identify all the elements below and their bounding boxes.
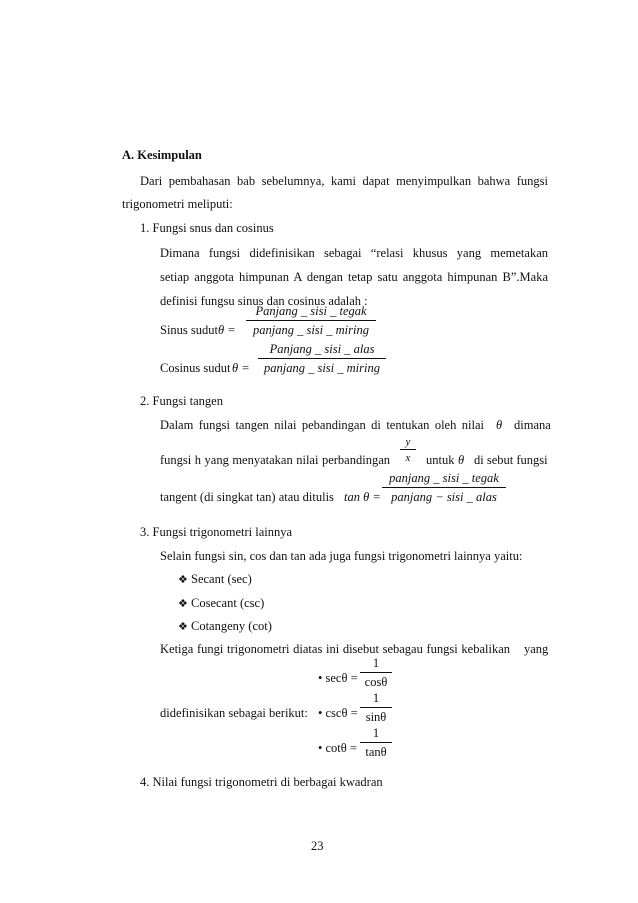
item-3-line-2b: yang (524, 642, 549, 656)
intro-line-2: trigonometri meliputi: (122, 197, 233, 211)
bullet-item-cosecant (178, 596, 264, 611)
cos-label: Cosinus sudut (160, 361, 231, 375)
item-2-line-1a: Dalam fungsi tangen nilai pebandingan di tentukan oleh nilai (160, 418, 484, 432)
sec-fraction-bar (360, 672, 392, 673)
sec-fraction (360, 656, 392, 690)
sin-label: Sinus sudut (160, 323, 219, 337)
item-2-line-2a: fungsi h yang menyatakan nilai perbandingan (160, 453, 390, 467)
item-2-line-3a: tangent (di singkat tan) atau ditulis (160, 490, 334, 504)
cot-fraction (360, 726, 392, 760)
tan-fraction-bar (382, 487, 506, 488)
sec-numerator: 1 (372, 656, 380, 670)
x-denominator: x (405, 452, 411, 464)
item-1-label: 1. Fungsi snus dan cosinus (140, 221, 274, 235)
cos-fraction (258, 342, 386, 376)
csc-fraction-bar (360, 707, 392, 708)
csc-numerator: 1 (372, 691, 380, 705)
tan-lhs: tan θ = (344, 490, 381, 504)
item-2-label: 2. Fungsi tangen (140, 394, 223, 408)
csc-denominator: sinθ (365, 710, 387, 724)
item-1-line-3: definisi fungsu sinus dan cosinus adalah : (160, 294, 368, 308)
page-number: 23 (311, 839, 324, 853)
item-3-line-2a: Ketiga fungi trigonometri diatas ini disebut sebagau fungsi kebalikan (160, 642, 510, 656)
sin-fraction-bar (246, 320, 376, 321)
item-4-label: 4. Nilai fungsi trigonometri di berbagai kwadran (140, 775, 383, 789)
diamond-bullet-icon: ❖ (178, 598, 188, 610)
sin-numerator: Panjang _ sisi _ tegak (255, 304, 367, 318)
cos-fraction-bar (258, 358, 386, 359)
cot-fraction-bar (360, 742, 392, 743)
cos-numerator: Panjang _ sisi _ alas (269, 342, 375, 356)
item-3-line-1: Selain fungsi sin, cos dan tan ada juga fungsi trigonometri lainnya yaitu: (160, 549, 523, 563)
item-1-line-1: Dimana fungsi didefinisikan sebagai “relasi khusus yang memetakan (160, 246, 548, 260)
intro-line-1: Dari pembahasan bab sebelumnya, kami dapat menyimpulkan bahwa fungsi (140, 174, 548, 188)
sin-denominator: panjang _ sisi _ miring (253, 323, 369, 337)
theta-symbol-2: θ (458, 453, 465, 467)
csc-lhs: • cscθ = (318, 706, 358, 720)
theta-symbol: θ (496, 418, 503, 432)
sin-fraction (246, 304, 376, 338)
item-3-label: 3. Fungsi trigonometri lainnya (140, 525, 293, 539)
item-2-line-1b: dimana (514, 418, 551, 432)
cos-denominator: panjang _ sisi _ miring (264, 361, 380, 375)
bullet-cosecant-text: Cosecant (csc) (191, 596, 265, 610)
y-over-x-fraction (400, 436, 416, 464)
cot-numerator: 1 (372, 726, 380, 740)
csc-fraction (360, 691, 392, 725)
sec-denominator: cosθ (364, 675, 388, 689)
diamond-bullet-icon: ❖ (178, 621, 188, 633)
bullet-secant-text: Secant (sec) (191, 572, 252, 586)
tan-fraction (382, 471, 506, 505)
diamond-bullet-icon: ❖ (178, 574, 188, 586)
bullet-item-secant (178, 572, 252, 587)
tan-numerator: panjang _ sisi _ tegak (389, 471, 499, 485)
bullet-cotangent-text: Cotangeny (cot) (191, 619, 272, 633)
item-1-line-2: setiap anggota himpunan A dengan tetap satu anggota himpunan B”.Maka (160, 270, 548, 284)
item-2-line-2b: untuk (426, 453, 455, 467)
bullet-item-cotangent (178, 619, 272, 634)
cot-denominator: tanθ (365, 745, 387, 759)
y-over-x-bar (400, 449, 416, 450)
item-2-line-2c: di sebut fungsi (474, 453, 548, 467)
y-numerator: y (405, 436, 411, 448)
sin-lhs: θ = (218, 323, 236, 337)
cot-lhs: • cotθ = (318, 741, 357, 755)
item-3-line-3: didefinisikan sebagai berikut: (160, 706, 308, 720)
section-heading: A. Kesimpulan (122, 148, 202, 162)
tan-denominator: panjang − sisi _ alas (391, 490, 497, 504)
cos-lhs: θ = (232, 361, 250, 375)
sec-lhs: • secθ = (318, 671, 358, 685)
